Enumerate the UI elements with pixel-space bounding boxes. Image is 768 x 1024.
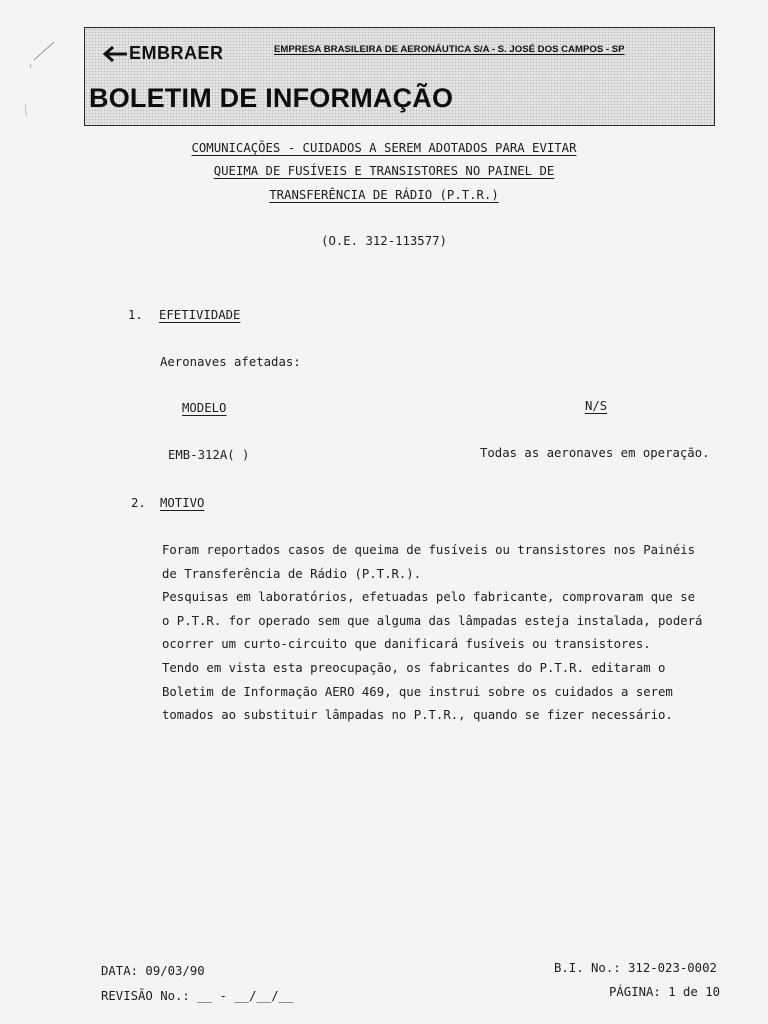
aircraft-serials: Todas as aeronaves em operação. bbox=[480, 446, 710, 460]
paragraph-line: o P.T.R. for operado sem que alguma das lâmpadas esteja instalada, poderá bbox=[162, 613, 703, 628]
footer-bulletin-number: B.I. No.: 312-023-0002 bbox=[554, 961, 717, 975]
section-2-heading: MOTIVO bbox=[160, 496, 205, 510]
embraer-logo bbox=[103, 43, 224, 64]
paragraph-line: tomados ao substituir lâmpadas no P.T.R., quando se fizer necessário. bbox=[162, 708, 673, 723]
footer-page-number: PÁGINA: 1 de 10 bbox=[609, 985, 721, 999]
subject-line-1: COMUNICAÇÕES - CUIDADOS A SEREM ADOTADOS PARA EVITAR bbox=[191, 141, 577, 155]
motive-paragraph bbox=[162, 539, 722, 728]
embraer-arrow-icon bbox=[103, 46, 127, 62]
section-1-number: 1. bbox=[128, 308, 143, 322]
aircraft-model: EMB-312A( ) bbox=[168, 448, 250, 462]
paragraph-line: Foram reportados casos de queima de fusíveis ou transistores nos Painéis bbox=[162, 543, 696, 557]
model-column-header: MODELO bbox=[182, 401, 227, 415]
scan-mark bbox=[24, 24, 64, 124]
bulletin-header bbox=[84, 27, 715, 126]
affected-aircraft-label: Aeronaves afetadas: bbox=[160, 355, 301, 369]
company-line: EMPRESA BRASILEIRA DE AERONÁUTICA S/A - S. JOSÉ DOS CAMPOS - SP bbox=[274, 44, 625, 55]
section-1-heading: EFETIVIDADE bbox=[159, 308, 241, 322]
subject-line-3: TRANSFERÊNCIA DE RÁDIO (P.T.R.) bbox=[269, 188, 499, 202]
paragraph-line: de Transferência de Rádio (P.T.R.). bbox=[162, 566, 422, 581]
brand-name: EMBRAER bbox=[129, 43, 224, 63]
footer-date: DATA: 09/03/90 bbox=[101, 964, 205, 978]
paragraph-line: Boletim de Informação AERO 469, que instrui sobre os cuidados a serem bbox=[162, 684, 673, 699]
page-title: BOLETIM DE INFORMAÇÃO bbox=[89, 83, 454, 113]
subject-line-2: QUEIMA DE FUSÍVEIS E TRANSISTORES NO PAINEL DE bbox=[213, 164, 555, 178]
footer-revision: REVISÃO No.: __ - __/__/__ bbox=[101, 989, 294, 1003]
paragraph-line: Pesquisas em laboratórios, efetuadas pelo fabricante, comprovaram que se bbox=[162, 590, 696, 605]
serial-column-header: N/S bbox=[585, 399, 608, 413]
reference-number: (O.E. 312-113577) bbox=[321, 234, 447, 248]
paragraph-line: ocorrer um curto-circuito que danificará fusíveis ou transistores. bbox=[162, 637, 651, 652]
paragraph-line: Tendo em vista esta preocupação, os fabricantes do P.T.R. editaram o bbox=[162, 660, 666, 675]
section-2-number: 2. bbox=[131, 496, 146, 510]
